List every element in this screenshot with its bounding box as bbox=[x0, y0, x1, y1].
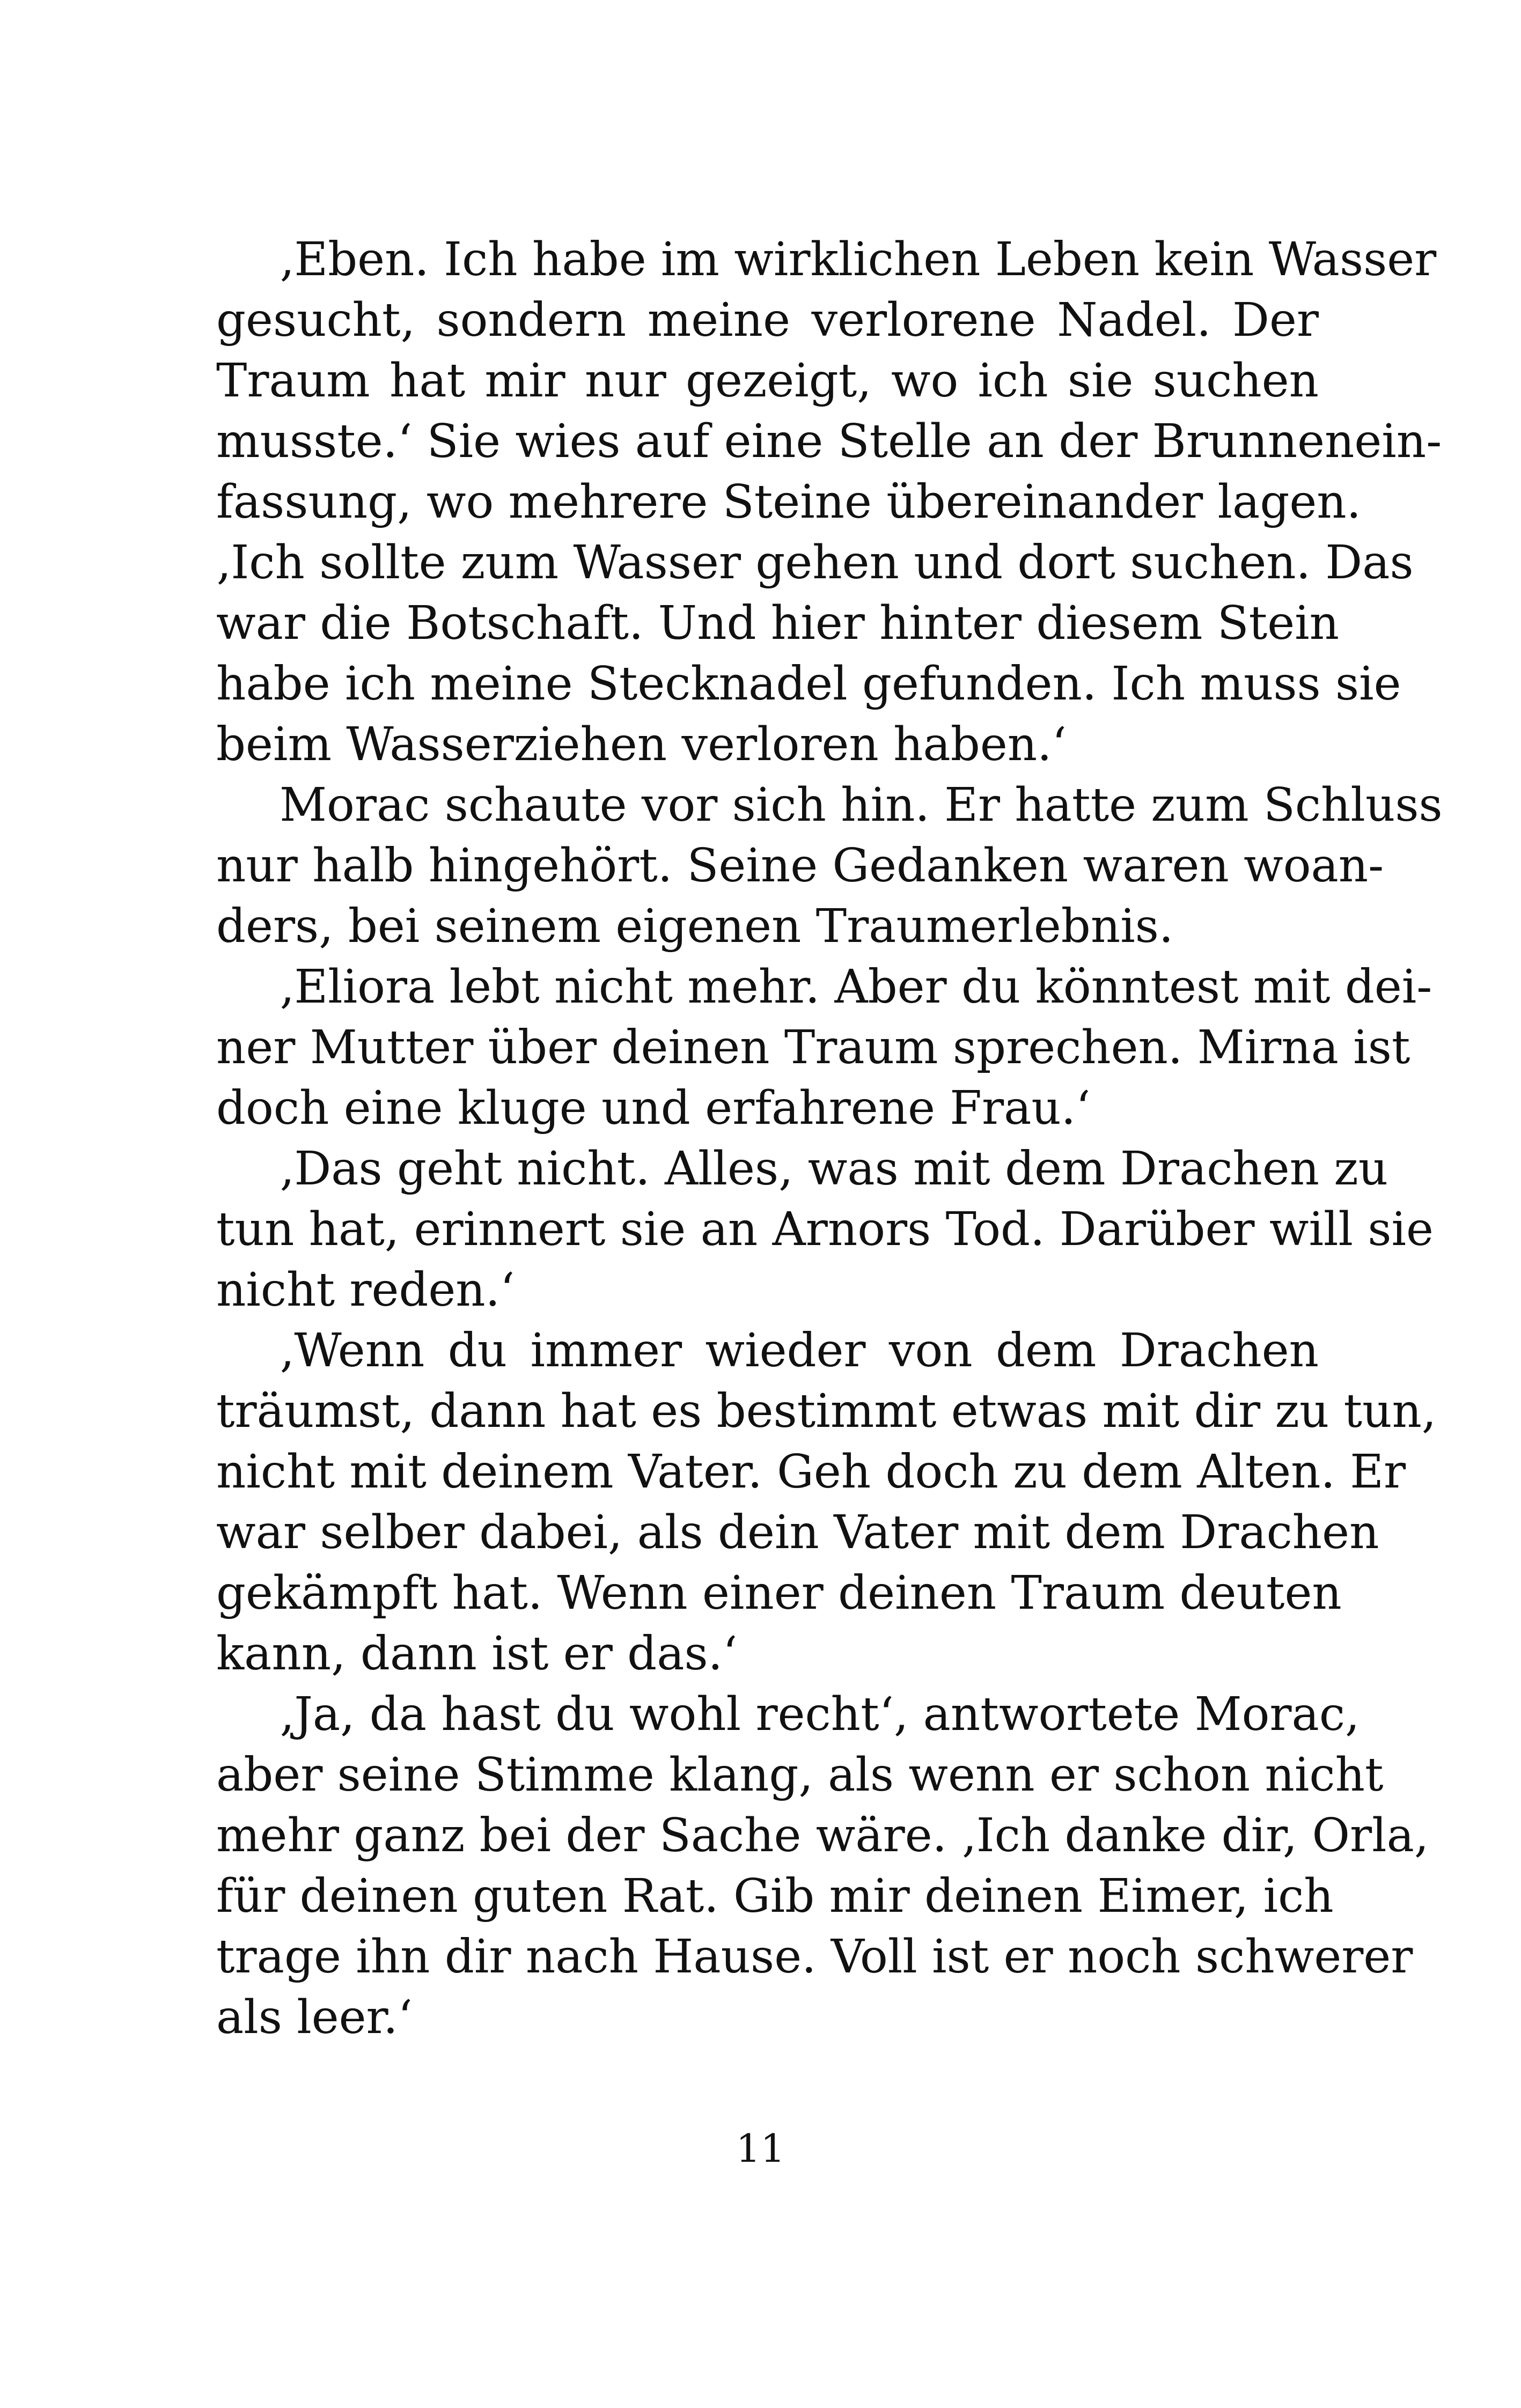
text-line: aber seine Stimme klang, als wenn er schon nicht bbox=[216, 1748, 1384, 1802]
body-text bbox=[216, 230, 1443, 2048]
text-line: gesucht, sondern meine verlorene Nadel. Der bbox=[216, 293, 1319, 347]
text-line: tun hat, erinnert sie an Arnors Tod. Darüber will sie bbox=[216, 1203, 1434, 1256]
text-line: ‚Wenn du immer wieder von dem Drachen bbox=[280, 1324, 1319, 1378]
paragraph bbox=[216, 1684, 1429, 2048]
text-line: nicht mit deinem Vater. Geh doch zu dem Alten. Er bbox=[216, 1445, 1406, 1499]
text-line: doch eine kluge und erfahrene Frau.‘ bbox=[216, 1081, 1091, 1135]
paragraph bbox=[216, 775, 1443, 957]
text-line: Traum hat mir nur gezeigt, wo ich sie suchen bbox=[216, 354, 1319, 408]
text-line: als leer.‘ bbox=[216, 1991, 413, 2044]
text-line: fassung, wo mehrere Steine übereinander lagen. bbox=[216, 475, 1362, 529]
text-line: war die Botschaft. Und hier hinter diesem Stein bbox=[216, 597, 1339, 650]
text-line: beim Wasserziehen verloren haben.‘ bbox=[216, 718, 1067, 771]
text-line: nicht reden.‘ bbox=[216, 1263, 515, 1317]
text-line: ders, bei seinem eigenen Traumerlebnis. bbox=[216, 900, 1174, 953]
text-line: gekämpft hat. Wenn einer deinen Traum deuten bbox=[216, 1566, 1342, 1620]
paragraph bbox=[216, 230, 1442, 775]
text-line: ‚Ich sollte zum Wasser gehen und dort suchen. Das bbox=[216, 536, 1414, 590]
text-line: mehr ganz bei der Sache wäre. ‚Ich danke dir, Orla, bbox=[216, 1809, 1429, 1862]
paragraph bbox=[216, 1321, 1437, 1684]
paragraph bbox=[216, 1139, 1434, 1321]
text-line: ‚Eliora lebt nicht mehr. Aber du könntest mit dei- bbox=[280, 960, 1432, 1014]
text-line: ‚Das geht nicht. Alles, was mit dem Drachen zu bbox=[280, 1142, 1388, 1196]
text-line: ner Mutter über deinen Traum sprechen. Mirna ist bbox=[216, 1021, 1410, 1074]
text-line: habe ich meine Stecknadel gefunden. Ich muss sie bbox=[216, 657, 1401, 711]
text-line: ‚Ja, da hast du wohl recht‘, antwortete Morac, bbox=[280, 1688, 1360, 1741]
text-line: Morac schaute vor sich hin. Er hatte zum Schluss bbox=[280, 778, 1443, 832]
page-number: 11 bbox=[736, 2126, 785, 2171]
text-line: nur halb hingehört. Seine Gedanken waren woan- bbox=[216, 839, 1384, 893]
text-line: für deinen guten Rat. Gib mir deinen Eimer, ich bbox=[216, 1869, 1334, 1923]
text-line: war selber dabei, als dein Vater mit dem Drachen bbox=[216, 1506, 1379, 1559]
text-line: kann, dann ist er das.‘ bbox=[216, 1627, 738, 1681]
text-line: musste.‘ Sie wies auf eine Stelle an der Brunnenein- bbox=[216, 415, 1442, 468]
paragraph bbox=[216, 957, 1432, 1139]
text-line: ‚Eben. Ich habe im wirklichen Leben kein Wasser bbox=[280, 233, 1437, 286]
text-line: träumst, dann hat es bestimmt etwas mit dir zu tun, bbox=[216, 1385, 1437, 1438]
text-line: trage ihn dir nach Hause. Voll ist er noch schwerer bbox=[216, 1930, 1413, 1984]
